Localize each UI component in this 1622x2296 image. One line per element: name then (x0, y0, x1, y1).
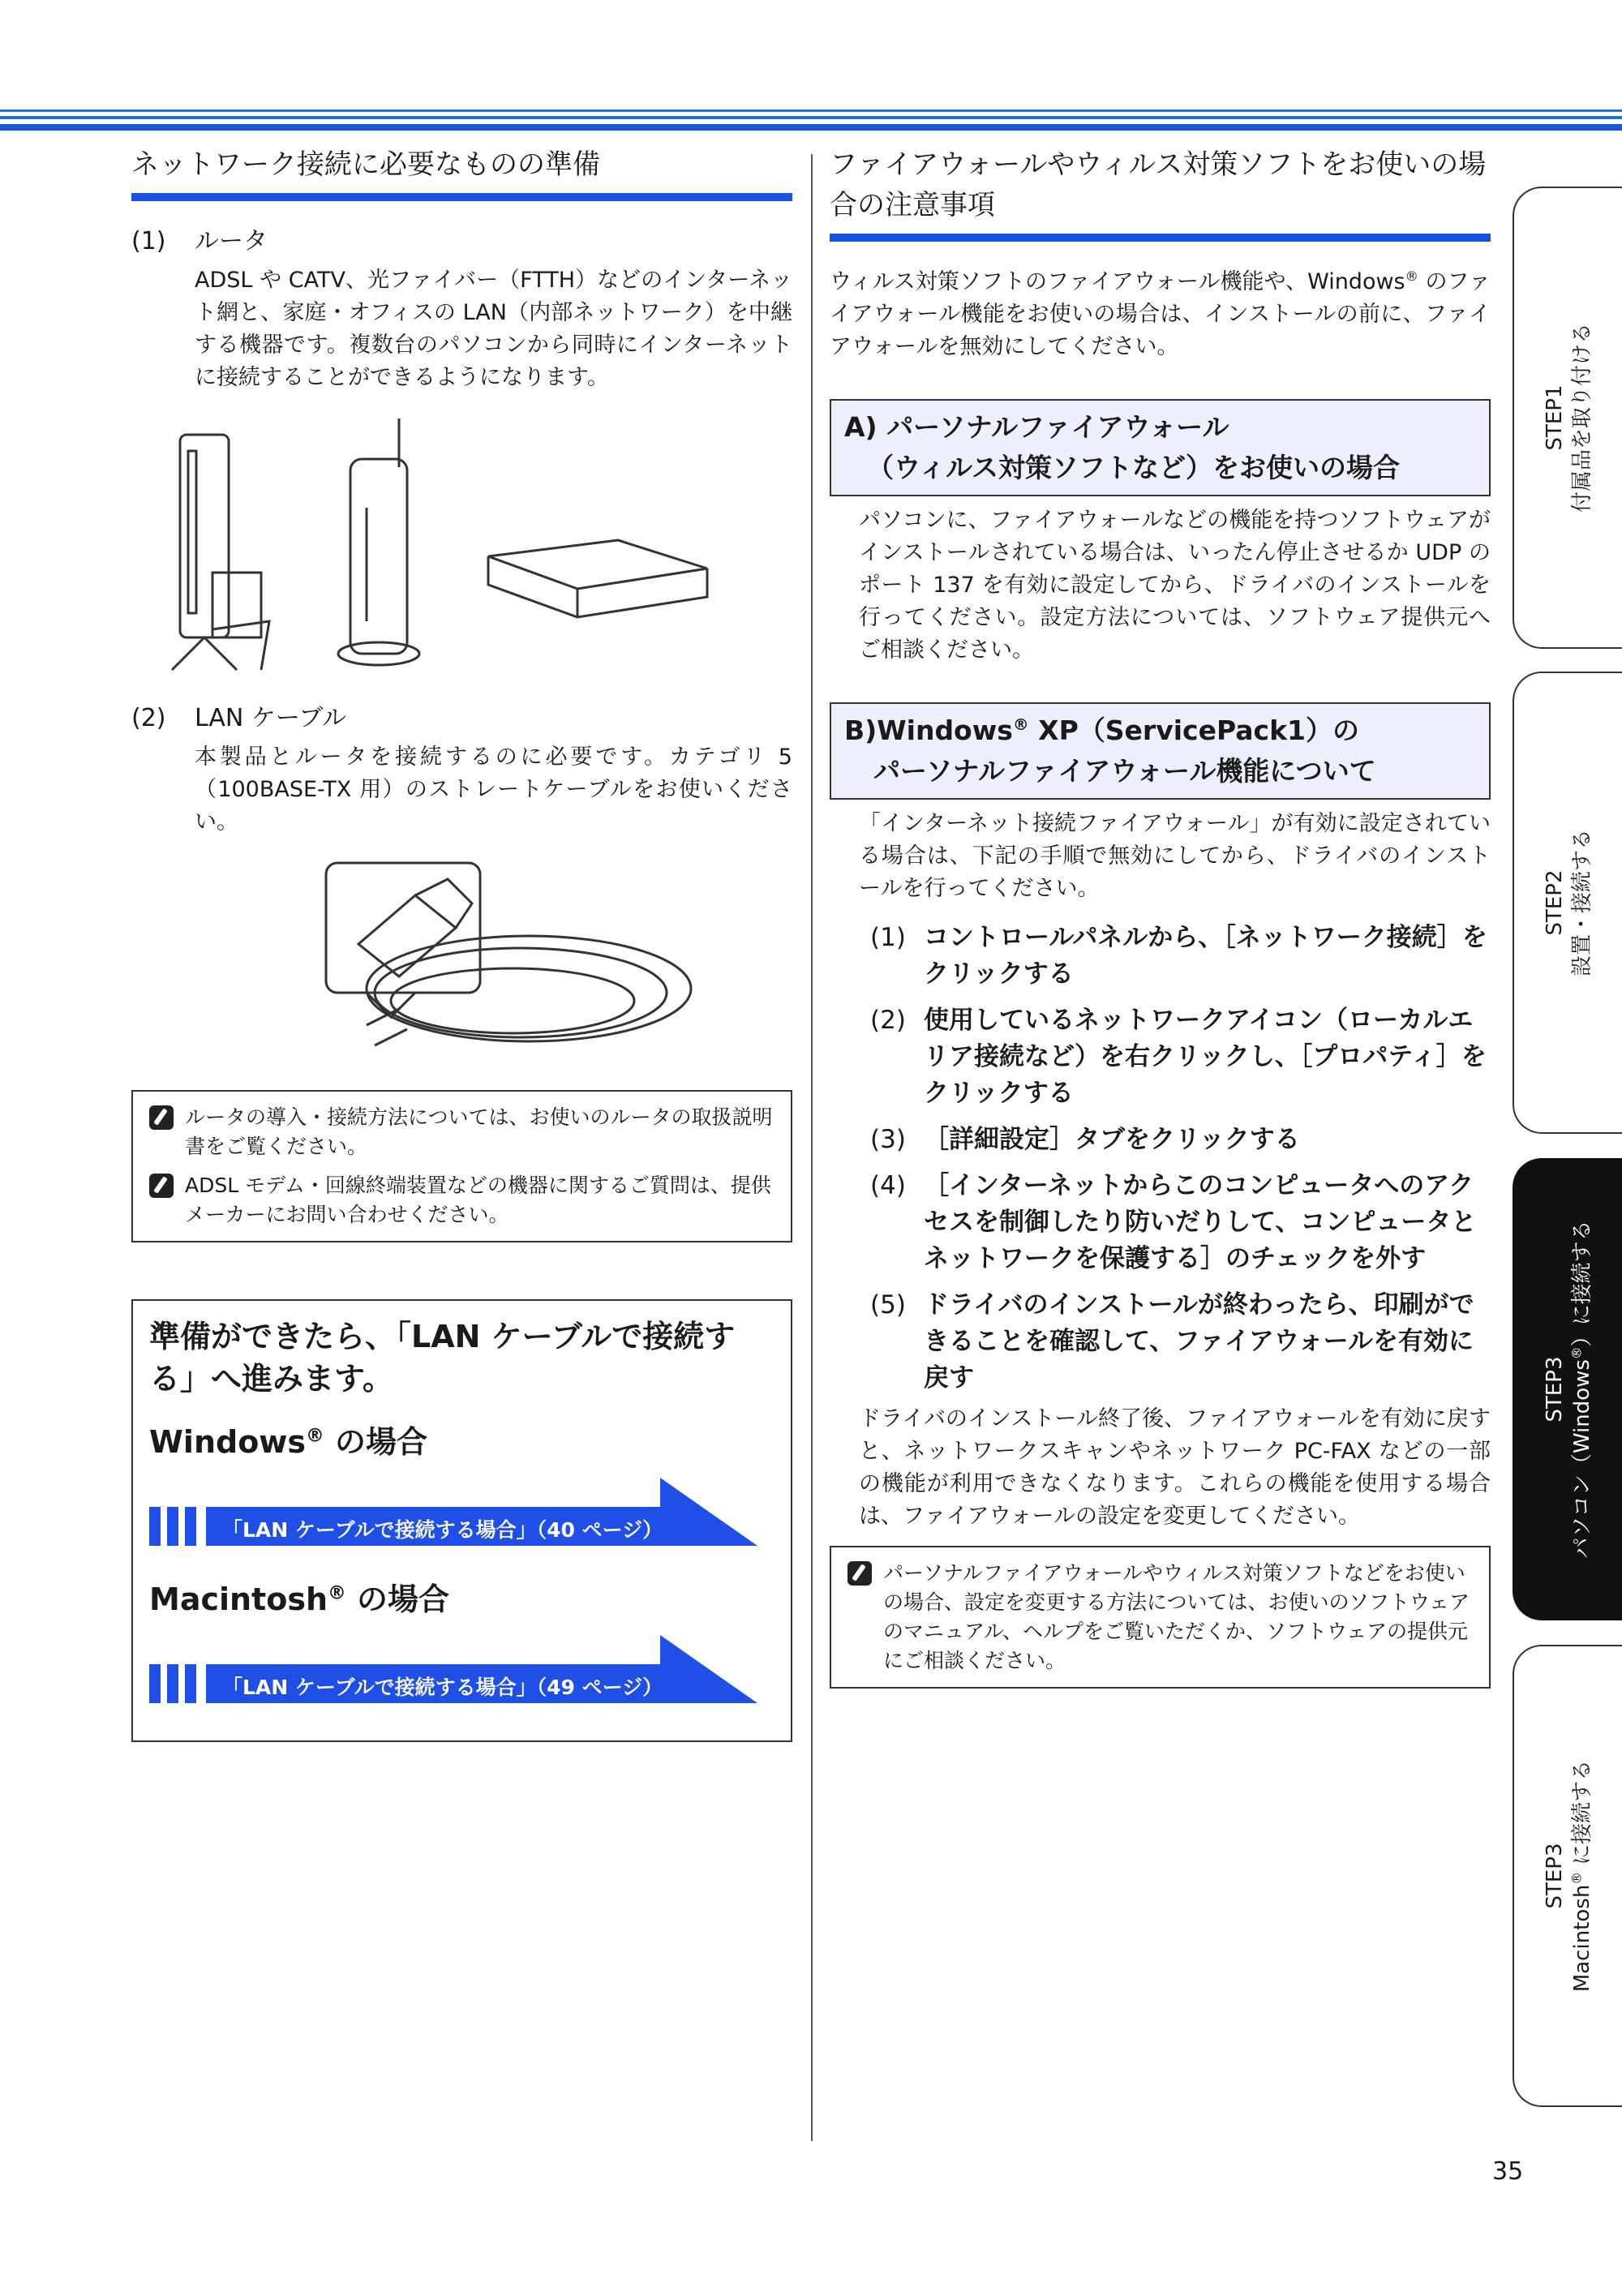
step-item: (5) ドライバのインストールが終わったら、印刷ができることを確認して、ファイアウォールを有効に戻す (870, 1290, 1474, 1393)
link-stripe (185, 1664, 196, 1703)
item-lan-cable (131, 701, 792, 736)
header-rule (0, 116, 1622, 119)
section-title-bar (830, 234, 1491, 242)
notes-box (131, 1090, 792, 1242)
left-column (131, 144, 792, 1742)
step-item: (4) ［インターネットからこのコンピュータへのアクセスを制御したり防いだりして、コンピュータとネットワークを保護する］のチェックを外す (870, 1171, 1477, 1273)
link-stripe (185, 1507, 196, 1546)
header-rule (0, 124, 1622, 131)
note-item (149, 1171, 775, 1230)
link-stripe (149, 1664, 161, 1703)
note-text: ADSL モデム・回線終端装置などの機器に関するご質問は、提供メーカーにお問い合わせください。 (185, 1174, 771, 1226)
section-title: ファイアウォールやウィルス対策ソフトをお使いの場合の注意事項 (830, 148, 1487, 221)
memo-icon (149, 1174, 174, 1198)
modem-tower-icon (172, 435, 269, 670)
item-router (131, 224, 792, 260)
sub-section-b-body: 「インターネット接続ファイアウォール」が有効に設定されている場合は、下記の手順で無効にしてから、ドライバのインストールを行ってください。 (859, 811, 1491, 901)
memo-icon (149, 1105, 174, 1130)
item-description: 本製品とルータを接続するのに必要です。カテゴリ 5（100BASE-TX 用）のストレートケーブルをお使いください。 (195, 745, 792, 835)
step-item: (3) ［詳細設定］タブをクリックする (870, 1125, 1300, 1154)
column-divider (811, 154, 813, 2141)
header-rule (0, 109, 1622, 112)
sub-section-a-body: パソコンに、ファイアウォールなどの機能を持つソフトウェアがインストールされている場合は、いったん停止させるか UDP のポート 137 を有効に設定してから、ドライバのインストールを行ってください。設定方法については、ソフトウェア提供元へご相談ください。 (859, 508, 1491, 663)
tab-step1[interactable]: STEP1 付属品を取り付ける (1513, 187, 1622, 649)
network-box-icon (488, 540, 707, 617)
item-number: (1) (131, 227, 166, 255)
item-title: ルータ (195, 227, 268, 255)
tab-step3-windows[interactable]: STEP3 パソコン（Windows®）に接続する (1513, 1158, 1622, 1620)
intro-text: ウィルス対策ソフトのファイアウォール機能や、Windows® のファイアウォール機能をお使いの場合は、インストールの前に、ファイアウォールを無効にしてください。 (830, 268, 1491, 359)
item-description: ADSL や CATV、光ファイバー（FTTH）などのインターネット網と、家庭・オフィスの LAN（内部ネットワーク）を中継する機器です。複数台のパソコンから同時にインターネットに接続することができるようになります。 (195, 268, 792, 390)
sub-section-b-title: B)Windows® XP（ServicePack1）の パーソナルファイアウォール機能について (830, 702, 1491, 800)
mac-link[interactable] (149, 1635, 775, 1708)
windows-link-label: 「LAN ケーブルで接続する場合」（40 ページ） (222, 1518, 663, 1542)
tab-step2[interactable]: STEP2 設置・接続する (1513, 672, 1622, 1134)
step-item: (2) 使用しているネットワークアイコン（ローカルエリア接続など）を右クリックし、［プロパティ］をクリックする (870, 1006, 1487, 1108)
notes-box (830, 1546, 1491, 1689)
item-number: (2) (131, 704, 166, 732)
after-steps-text: ドライバのインストール終了後、ファイアウォールを有効に戻すと、ネットワークスキャンやネットワーク PC-FAX などの一部の機能が利用できなくなります。これらの機能を使用する場合は、ファイアウォールの設定を変更してください。 (859, 1406, 1491, 1529)
note-text: パーソナルファイアウォールやウィルス対策ソフトなどをお使いの場合、設定を変更する方法については、お使いのソフトウェアのマニュアル、ヘルプをご覧いただくか、ソフトウェアの提供元にご相談ください。 (883, 1561, 1470, 1672)
section-title-bar (131, 193, 792, 201)
tab-step3-macintosh[interactable]: STEP3 Macintosh® に接続する (1513, 1645, 1622, 2107)
note-item (149, 1103, 775, 1161)
next-steps-box (131, 1299, 792, 1742)
windows-heading: Windows® の場合 (149, 1424, 428, 1460)
step-list (870, 920, 1491, 1397)
step-item: (1) コントロールパネルから、［ネットワーク接続］をクリックする (870, 923, 1487, 989)
section-title: ネットワーク接続に必要なものの準備 (131, 148, 600, 181)
mac-heading: Macintosh® の場合 (149, 1581, 450, 1617)
wireless-router-icon (338, 418, 419, 665)
memo-icon (847, 1561, 872, 1586)
page-number: 35 (1492, 2157, 1524, 2186)
right-column (830, 144, 1491, 1689)
link-stripe (149, 1507, 161, 1546)
link-stripe (167, 1507, 178, 1546)
note-text: ルータの導入・接続方法については、お使いのルータの取扱説明書をご覧ください。 (185, 1105, 773, 1158)
link-stripe (167, 1664, 178, 1703)
router-illustration (164, 410, 748, 686)
note-item (847, 1559, 1473, 1676)
sub-section-a-title: A) パーソナルファイアウォール （ウィルス対策ソフトなど）をお使いの場合 (830, 399, 1491, 496)
windows-link[interactable] (149, 1478, 775, 1551)
item-title: LAN ケーブル (195, 704, 347, 732)
mac-link-label: 「LAN ケーブルで接続する場合」（49 ページ） (222, 1676, 663, 1699)
lan-cable-illustration (318, 855, 707, 1066)
next-steps-heading: 準備ができたら、「LAN ケーブルで接続する」へ進みます。 (149, 1319, 736, 1397)
